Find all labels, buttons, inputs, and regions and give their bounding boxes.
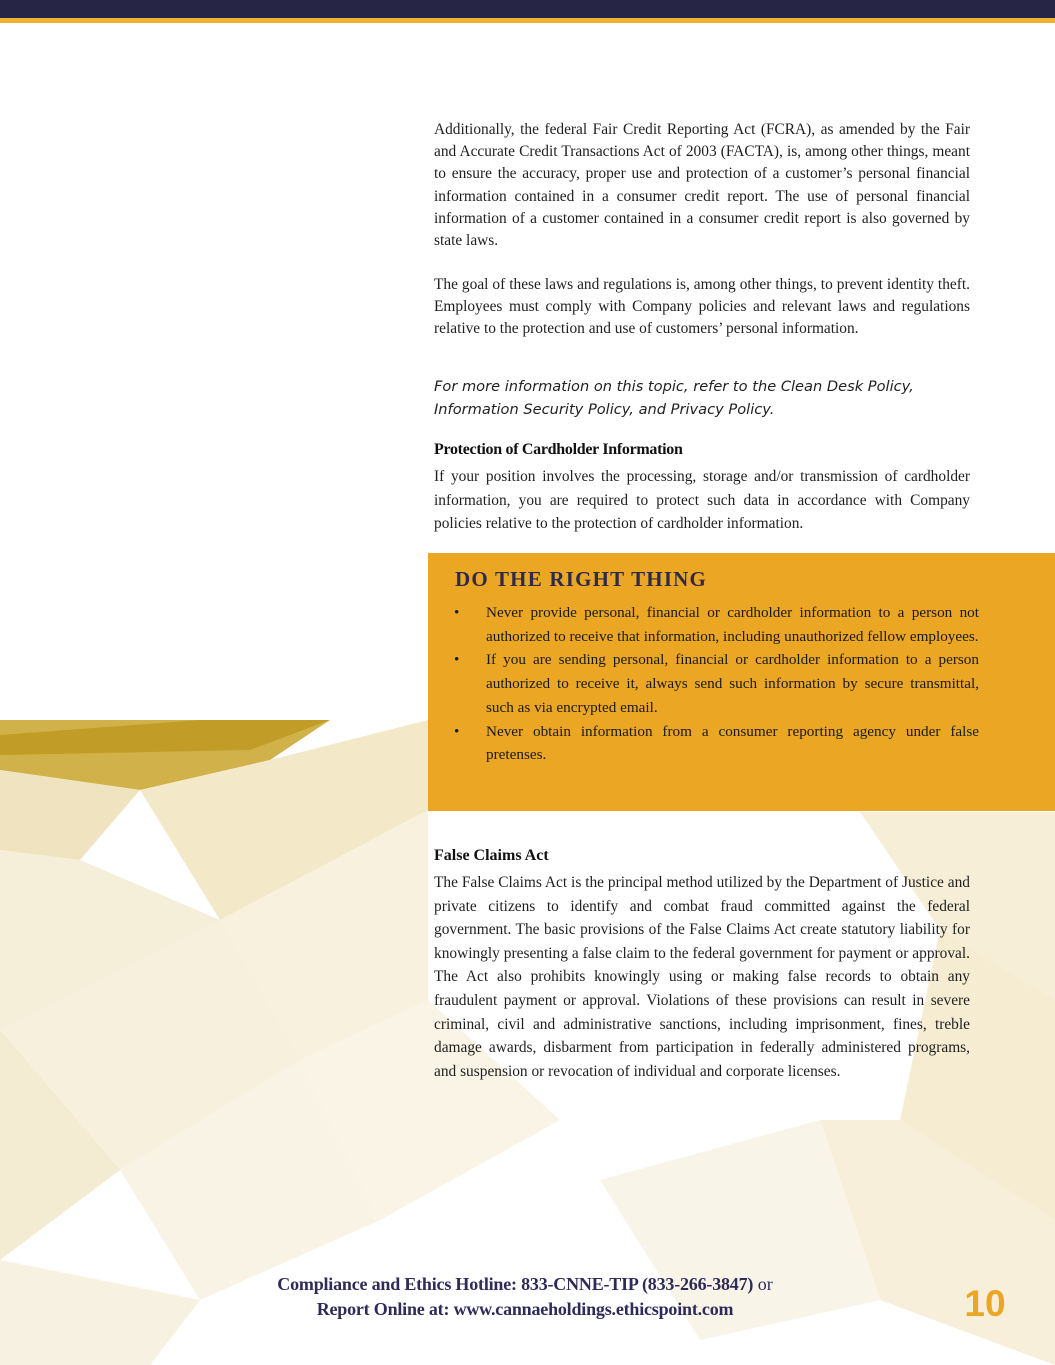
cardholder-heading: Protection of Cardholder Information [434,441,683,458]
list-item-text: Never provide personal, financial or cardholder information to a person not authorized to receive that information, including unauthorized fellow employees. [486,604,979,645]
list-item [454,601,979,648]
header-accent-stripe [0,18,1055,23]
list-item [454,720,979,767]
footer-or: or [757,1274,773,1294]
footer-contact [220,1272,830,1322]
do-the-right-thing-callout [428,553,1055,811]
report-online-link[interactable]: Report Online at: www.cannaeholdings.ethicspoint.com [316,1299,734,1319]
list-item-text: If you are sending personal, financial or cardholder information to a person authorized to receive it, always send such information by secure transmittal, such as via encrypted email. [486,651,979,716]
list-item [454,648,979,719]
bullet-icon: • [454,651,460,669]
callout-list [454,601,979,767]
bullet-icon: • [454,722,460,740]
false-claims-paragraph: The False Claims Act is the principal method utilized by the Department of Justice and private citizens to identify and combat fraud committed against the federal government. The basic provisions of the False Claims Act create statutory liability for knowingly presenting a false claim to the federal government for payment or approval. The Act also prohibits knowingly using or making false records to obtain any fraudulent payment or approval. Violations of these provisions can result in severe criminal, civil and administrative sanctions, including imprisonment, fines, treble damage awards, disbarment from participation in federally administered programs, and suspension or revocation of individual and corporate licenses. [434,874,970,1080]
cardholder-paragraph: If your position involves the processing, storage and/or transmission of cardholder information, you are required to protect such data in accordance with Company policies relative to the protection of cardholder information. [434,468,970,532]
page-number: 10 [964,1283,1006,1324]
hotline-text: Compliance and Ethics Hotline: 833-CNNE-TIP (833-266-3847) [277,1274,754,1294]
false-claims-heading: False Claims Act [434,847,549,864]
list-item-text: Never obtain information from a consumer reporting agency under false pretenses. [486,722,979,764]
header-bar [0,0,1055,18]
fcra-paragraph: Additionally, the federal Fair Credit Reporting Act (FCRA), as amended by the Fair and Accurate Credit Transactions Act of 2003 (FACTA), is, among other things, meant to ensure the accuracy, proper use and protection of a customer’s personal financial information contained in a consumer credit report. The use of personal financial information of a customer contained in a consumer credit report is also governed by state laws. [434,121,970,250]
identity-theft-paragraph: The goal of these laws and regulations is, among other things, to prevent identity theft. Employees must comply with Company policies and relevant laws and regulations relative to the protection and use of customers’ personal information. [434,276,970,338]
policy-reference-note: For more information on this topic, refer to the Clean Desk Policy, Information Security Policy, and Privacy Policy. [434,378,914,418]
callout-title: DO THE RIGHT THING [455,567,708,591]
bullet-icon: • [454,604,460,621]
